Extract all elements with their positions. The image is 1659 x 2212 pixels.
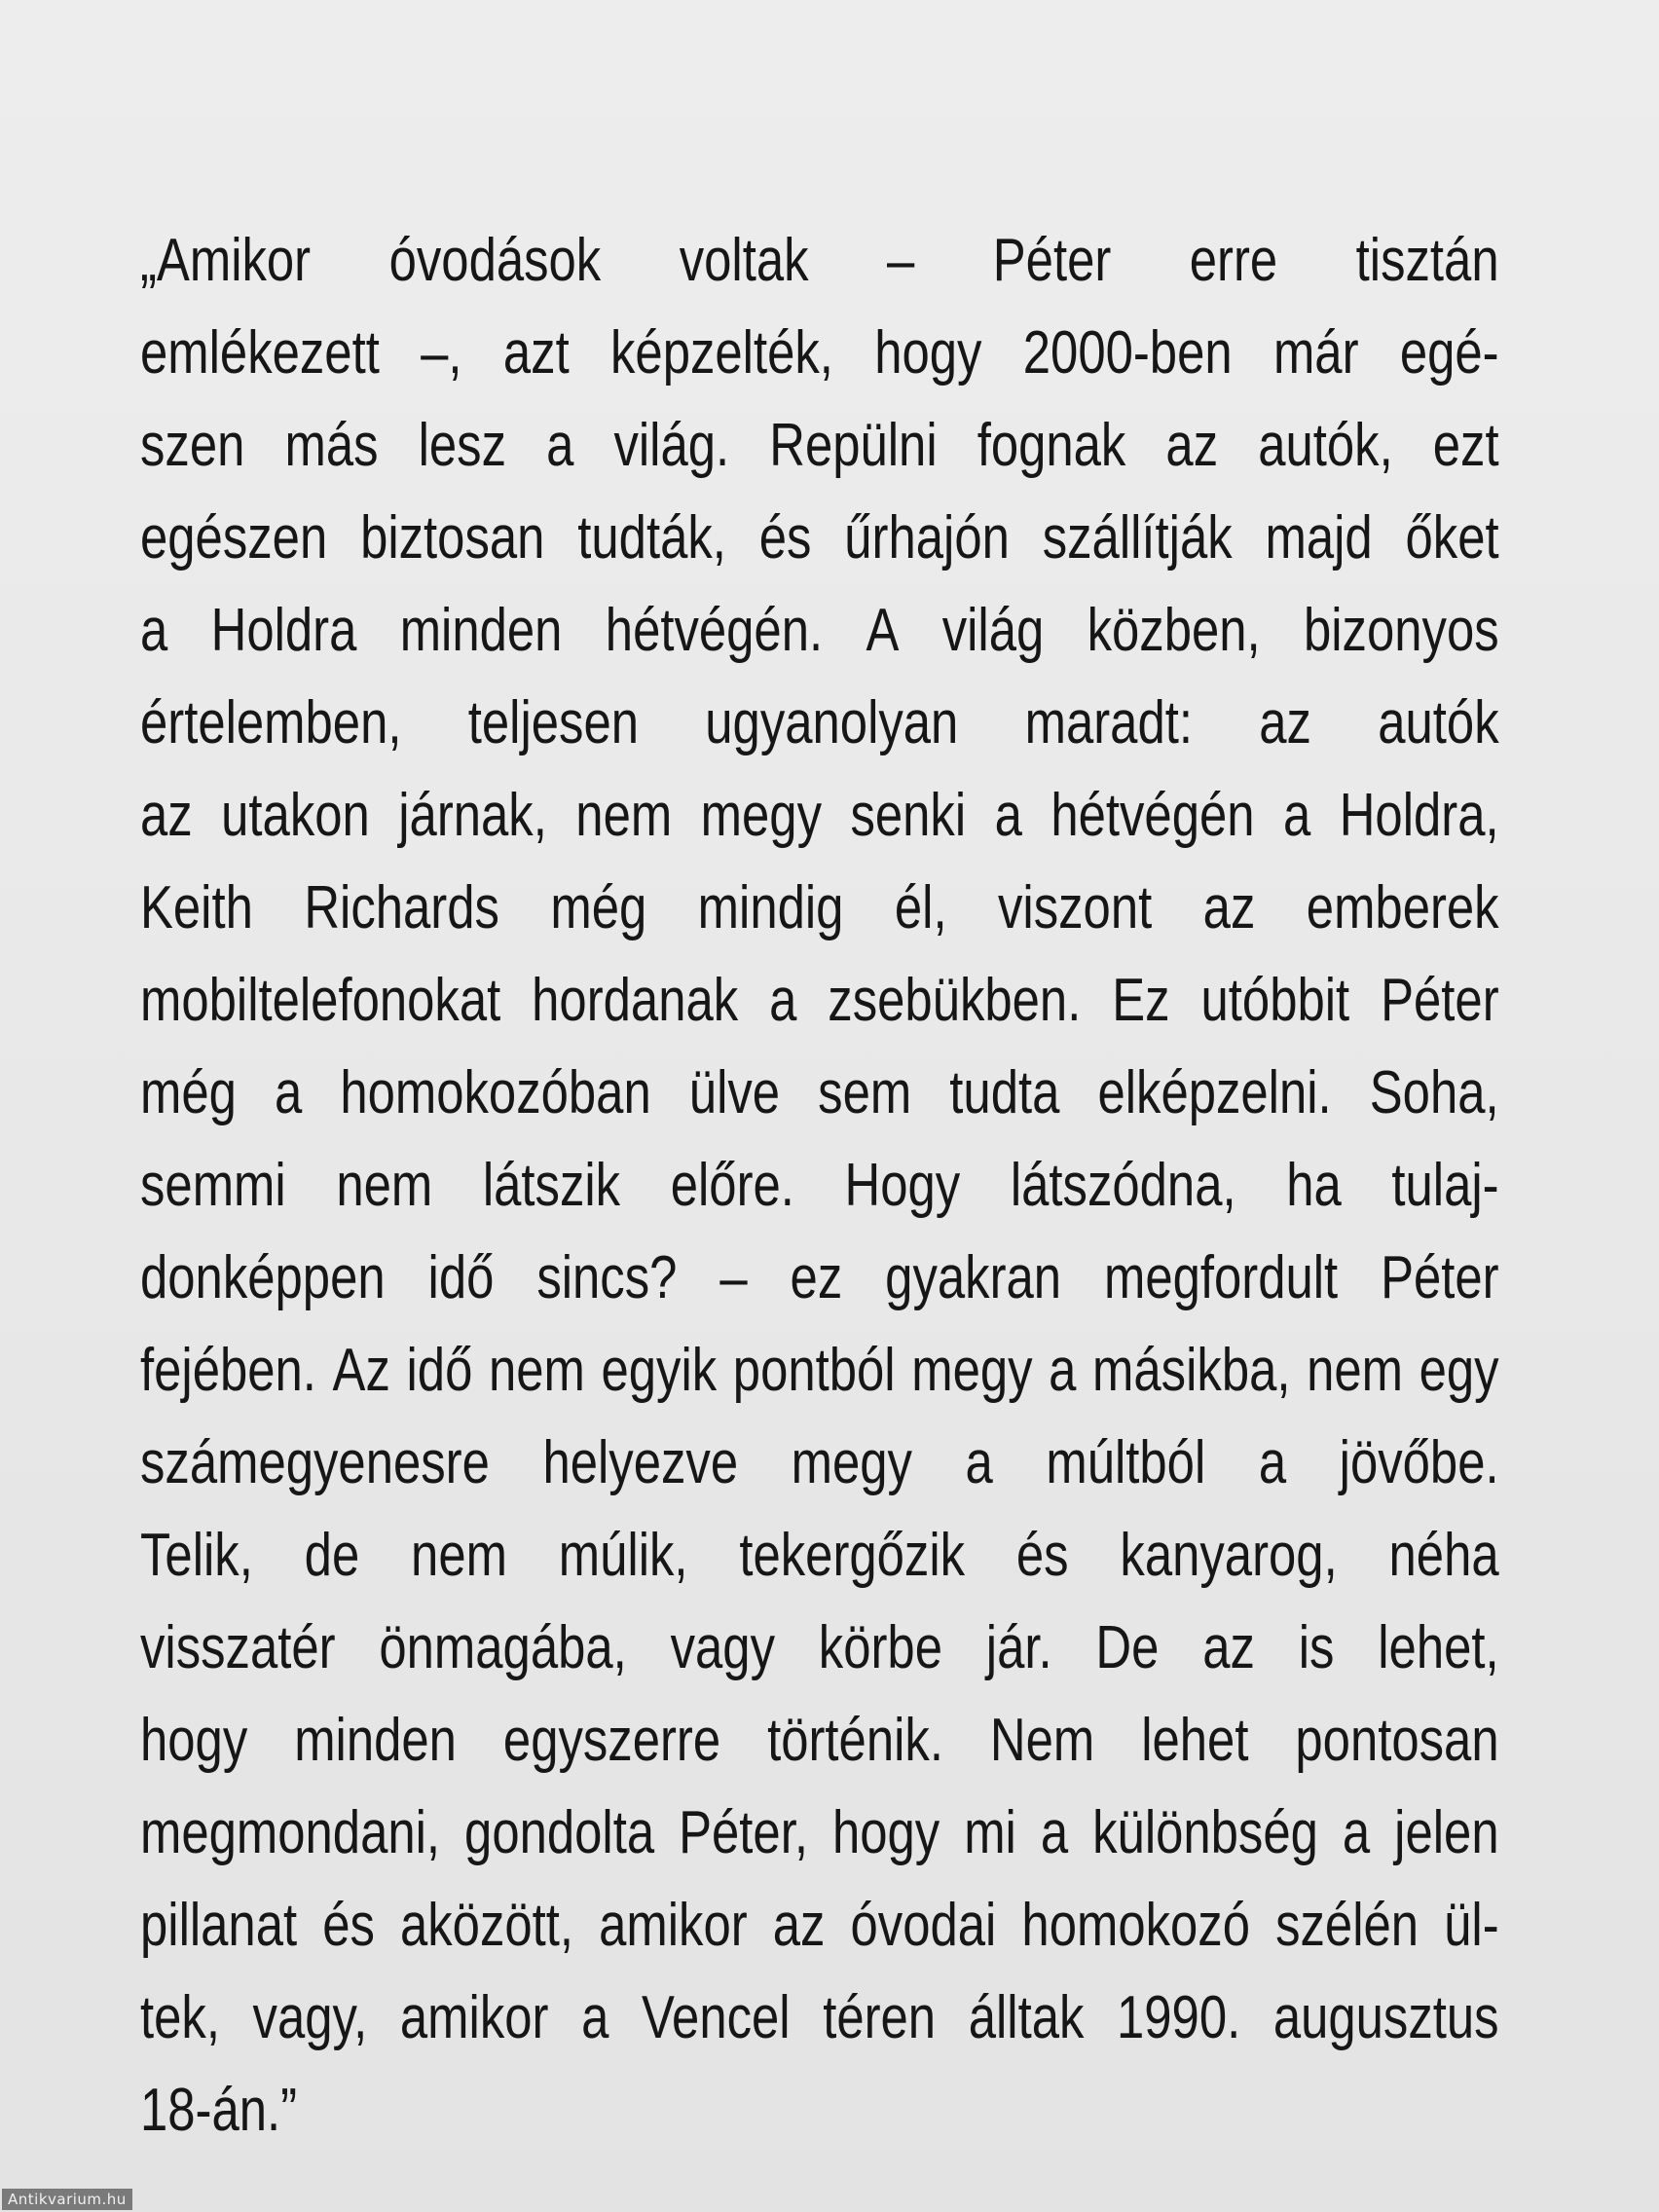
word: Ez bbox=[1112, 967, 1170, 1034]
word: lesz bbox=[418, 412, 507, 479]
word: hogy bbox=[874, 319, 982, 387]
word: Richards bbox=[304, 874, 499, 941]
word: a bbox=[546, 412, 574, 479]
watermark: Antikvarium.hu bbox=[2, 2189, 132, 2210]
word: más bbox=[284, 412, 379, 479]
word: a bbox=[1049, 1337, 1077, 1404]
word: jelen bbox=[1394, 1799, 1499, 1866]
word: augusztus bbox=[1272, 1984, 1499, 2051]
word: tudta bbox=[949, 1059, 1060, 1126]
word: Nem bbox=[989, 1707, 1095, 1774]
word: egyik bbox=[601, 1337, 718, 1404]
word: is bbox=[1298, 1614, 1335, 1681]
text-line bbox=[140, 954, 1499, 1047]
word: mi bbox=[964, 1799, 1016, 1866]
word: Repülni bbox=[769, 412, 938, 479]
word: A bbox=[866, 597, 900, 664]
word: azt bbox=[502, 319, 570, 387]
word: lehet, bbox=[1378, 1614, 1499, 1681]
word: világ bbox=[941, 597, 1045, 664]
word: senki bbox=[850, 782, 967, 849]
quote-text-block bbox=[140, 214, 1499, 2157]
text-line bbox=[140, 307, 1499, 399]
word: Keith bbox=[140, 874, 253, 941]
word: Az bbox=[332, 1337, 390, 1404]
word: megy bbox=[791, 1429, 912, 1496]
word: ez bbox=[790, 1244, 843, 1311]
word: az bbox=[1165, 412, 1219, 479]
text-line bbox=[140, 1047, 1499, 1139]
word: a bbox=[965, 1429, 993, 1496]
word: nem bbox=[1307, 1337, 1404, 1404]
word: utóbbit bbox=[1200, 967, 1350, 1034]
word: zsebükben. bbox=[828, 967, 1082, 1034]
word: már bbox=[1272, 319, 1359, 387]
word: még bbox=[550, 874, 647, 941]
word: donképpen bbox=[140, 1244, 386, 1311]
word: ül- bbox=[1444, 1892, 1499, 1959]
word: megmondani, bbox=[140, 1799, 441, 1866]
word: fejében. bbox=[140, 1337, 316, 1404]
word: pontosan bbox=[1295, 1707, 1499, 1774]
word: az bbox=[1202, 1614, 1255, 1681]
word: értelemben, bbox=[140, 689, 402, 756]
word: álltak bbox=[968, 1984, 1085, 2051]
word: ezt bbox=[1432, 412, 1499, 479]
word: számegyenesre bbox=[140, 1429, 490, 1496]
text-line bbox=[140, 1509, 1499, 1602]
word: őket bbox=[1405, 504, 1499, 571]
word: minden bbox=[294, 1707, 457, 1774]
word: emlékezett bbox=[140, 319, 380, 387]
word: egy bbox=[1419, 1337, 1499, 1404]
word: Péter bbox=[992, 227, 1112, 294]
word: autók bbox=[1378, 689, 1499, 756]
word: és bbox=[1015, 1522, 1069, 1589]
word: szállítják bbox=[1042, 504, 1233, 571]
word: még bbox=[140, 1059, 237, 1126]
text-line bbox=[140, 1417, 1499, 1509]
text-line bbox=[140, 1232, 1499, 1324]
word: gondolta bbox=[464, 1799, 655, 1866]
word: szen bbox=[140, 412, 245, 479]
word: önmagába, bbox=[379, 1614, 627, 1681]
word: néha bbox=[1388, 1522, 1499, 1589]
word: űrhajón bbox=[844, 504, 1010, 571]
text-line bbox=[140, 1972, 1499, 2064]
text-line bbox=[140, 769, 1499, 862]
word: az bbox=[772, 1892, 826, 1959]
word: maradt: bbox=[1024, 689, 1193, 756]
word: Holdra, bbox=[1339, 782, 1499, 849]
word: sincs? bbox=[536, 1244, 678, 1311]
word: a bbox=[1258, 1429, 1287, 1496]
word: amikor bbox=[599, 1892, 748, 1959]
word: –, bbox=[421, 319, 462, 387]
word: pillanat bbox=[140, 1892, 298, 1959]
word: hogy bbox=[140, 1707, 248, 1774]
word: körbe bbox=[818, 1614, 942, 1681]
word: nem bbox=[336, 1152, 433, 1219]
word: és bbox=[322, 1892, 375, 1959]
word: ülve bbox=[688, 1059, 781, 1126]
word: idő bbox=[406, 1337, 473, 1404]
word: „Amikor bbox=[140, 227, 312, 294]
word: hétvégén. bbox=[605, 597, 824, 664]
word: amikor bbox=[399, 1984, 549, 2051]
word: utakon bbox=[221, 782, 370, 849]
word: él, bbox=[894, 874, 947, 941]
word: kanyarog, bbox=[1120, 1522, 1338, 1589]
word: semmi bbox=[140, 1152, 286, 1219]
word: autók, bbox=[1258, 412, 1393, 479]
word: Péter bbox=[1381, 967, 1499, 1034]
word: a bbox=[581, 1984, 609, 2051]
word: hétvégén bbox=[1051, 782, 1255, 849]
word: világ. bbox=[613, 412, 730, 479]
word: egyszerre bbox=[502, 1707, 721, 1774]
text-line bbox=[140, 1139, 1499, 1232]
word: – bbox=[719, 1244, 748, 1311]
word: de bbox=[304, 1522, 360, 1589]
word: 2000-ben bbox=[1022, 319, 1233, 387]
word: nem bbox=[575, 782, 673, 849]
word: emberek bbox=[1306, 874, 1499, 941]
word: óvodai bbox=[850, 1892, 997, 1959]
word: Telik, bbox=[140, 1522, 253, 1589]
word: egé- bbox=[1399, 319, 1499, 387]
text-line bbox=[140, 214, 1499, 307]
word: – bbox=[887, 227, 915, 294]
word: közben, bbox=[1087, 597, 1261, 664]
word: voltak bbox=[679, 227, 809, 294]
word: nem bbox=[488, 1337, 585, 1404]
word: jövőbe. bbox=[1339, 1429, 1499, 1496]
word: előre. bbox=[670, 1152, 794, 1219]
word: a bbox=[769, 967, 797, 1034]
word: tisztán bbox=[1355, 227, 1499, 294]
word: az bbox=[1259, 689, 1311, 756]
word: idő bbox=[427, 1244, 495, 1311]
word: hordanak bbox=[532, 967, 739, 1034]
text-line bbox=[140, 584, 1499, 677]
word: a bbox=[274, 1059, 303, 1126]
word: mobiltelefonokat bbox=[140, 967, 501, 1034]
word: téren bbox=[823, 1984, 937, 2051]
word: járnak, bbox=[398, 782, 547, 849]
word: a bbox=[994, 782, 1022, 849]
text-line bbox=[140, 1787, 1499, 1879]
word: tudták, bbox=[577, 504, 726, 571]
word: Péter, bbox=[679, 1799, 808, 1866]
word: biztosan bbox=[360, 504, 545, 571]
text-line bbox=[140, 862, 1499, 954]
word: jár. bbox=[985, 1614, 1052, 1681]
word: hogy bbox=[831, 1799, 940, 1866]
word: fognak bbox=[977, 412, 1126, 479]
word: múlik, bbox=[558, 1522, 688, 1589]
text-line bbox=[140, 1324, 1499, 1417]
word: De bbox=[1095, 1614, 1160, 1681]
text-line bbox=[140, 492, 1499, 584]
word: megfordult bbox=[1103, 1244, 1339, 1311]
word: különbség bbox=[1092, 1799, 1318, 1866]
word: mindig bbox=[697, 874, 844, 941]
word: bizonyos bbox=[1303, 597, 1499, 664]
text-line bbox=[140, 1694, 1499, 1787]
text-line bbox=[140, 2064, 1499, 2157]
word: múltból bbox=[1046, 1429, 1206, 1496]
word: helyezve bbox=[542, 1429, 739, 1496]
word: elképzelni. bbox=[1097, 1059, 1332, 1126]
word: megy bbox=[911, 1337, 1033, 1404]
word: látszik bbox=[482, 1152, 621, 1219]
word: Péter bbox=[1381, 1244, 1499, 1311]
text-line bbox=[140, 1879, 1499, 1972]
word: a bbox=[1040, 1799, 1069, 1866]
word: Holdra bbox=[210, 597, 357, 664]
word: Vencel bbox=[641, 1984, 791, 2051]
word: viszont bbox=[998, 874, 1153, 941]
word: Soha, bbox=[1369, 1059, 1499, 1126]
word: a bbox=[1282, 782, 1311, 849]
word: majd bbox=[1265, 504, 1373, 571]
word: megy bbox=[700, 782, 822, 849]
word: másikba, bbox=[1092, 1337, 1291, 1404]
word: gyakran bbox=[885, 1244, 1062, 1311]
word: teljesen bbox=[467, 689, 640, 756]
word: tek, bbox=[140, 1984, 220, 2051]
word: lehet bbox=[1141, 1707, 1249, 1774]
text-line bbox=[140, 399, 1499, 492]
word: tekergőzik bbox=[739, 1522, 966, 1589]
word: homokozó bbox=[1021, 1892, 1251, 1959]
text-line bbox=[140, 1602, 1499, 1694]
word: homokozóban bbox=[340, 1059, 651, 1126]
word: vagy bbox=[670, 1614, 775, 1681]
word: Hogy bbox=[844, 1152, 961, 1219]
word: ugyanolyan bbox=[705, 689, 959, 756]
word: visszatér bbox=[140, 1614, 336, 1681]
word: 18-án.” bbox=[140, 2077, 298, 2144]
word: ha bbox=[1286, 1152, 1342, 1219]
word: képzelték, bbox=[610, 319, 833, 387]
word: a bbox=[1342, 1799, 1371, 1866]
word: nem bbox=[411, 1522, 507, 1589]
word: minden bbox=[399, 597, 563, 664]
word: az bbox=[140, 782, 193, 849]
word: történik. bbox=[767, 1707, 943, 1774]
word: az bbox=[1202, 874, 1256, 941]
word: tulaj- bbox=[1391, 1152, 1499, 1219]
word: óvodások bbox=[388, 227, 602, 294]
word: vagy, bbox=[252, 1984, 368, 2051]
word: látszódna, bbox=[1010, 1152, 1236, 1219]
word: erre bbox=[1189, 227, 1278, 294]
word: 1990. bbox=[1117, 1984, 1241, 2051]
word: a bbox=[140, 597, 168, 664]
word: pontból bbox=[732, 1337, 896, 1404]
word: szélén bbox=[1275, 1892, 1419, 1959]
word: és bbox=[758, 504, 812, 571]
word: sem bbox=[818, 1059, 912, 1126]
word: aközött, bbox=[399, 1892, 574, 1959]
word: egészen bbox=[140, 504, 328, 571]
text-line bbox=[140, 677, 1499, 769]
